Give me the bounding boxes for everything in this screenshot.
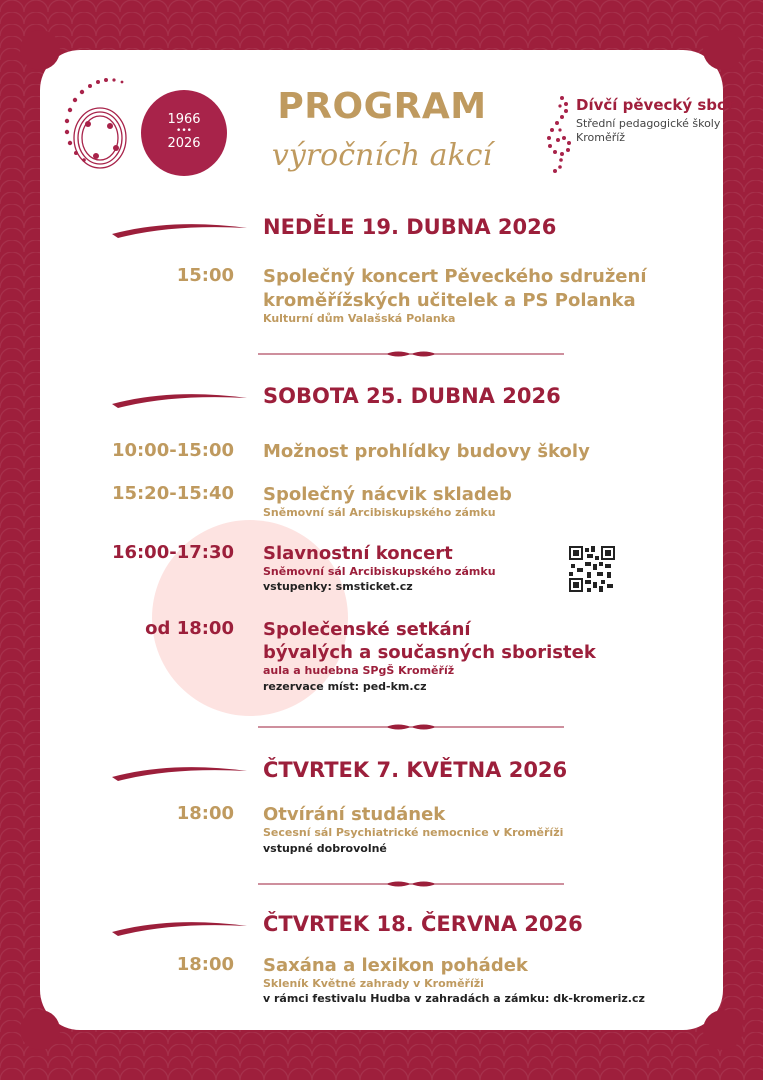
divider-ornament-icon (258, 722, 564, 732)
event-note: rezervace míst: ped-km.cz (263, 680, 427, 693)
years-start: 1966 (167, 112, 201, 127)
event-title: Společenské setkání (263, 619, 471, 640)
event-place: Secesní sál Psychiatrické nemocnice v Kroměříži (263, 826, 564, 839)
divider-ornament-icon (258, 879, 564, 889)
swoosh-ornament-icon (112, 220, 247, 240)
years-dots: ••• (176, 126, 192, 136)
event-place: Kulturní dům Valašská Polanka (263, 312, 456, 325)
event-time: 15:20-15:40 (111, 483, 234, 504)
event-place: Sněmovní sál Arcibiskupského zámku (263, 565, 496, 578)
page-title: PROGRAM (277, 86, 487, 127)
divider-ornament-icon (258, 349, 564, 359)
corner-notch (20, 1010, 60, 1050)
day-heading: ČTVRTEK 18. ČERVNA 2026 (263, 912, 583, 936)
event-time: od 18:00 (145, 618, 234, 639)
swoosh-ornament-icon (112, 390, 247, 410)
event-time: 10:00-15:00 (111, 440, 234, 461)
event-time: 18:00 (176, 803, 234, 824)
qr-code-icon[interactable] (569, 546, 615, 592)
event-title: Otvírání studánek (263, 804, 446, 825)
event-title: Saxána a lexikon pohádek (263, 955, 528, 976)
music-notes-logo-icon (60, 76, 140, 186)
choir-name: Dívčí pěvecký sbor (576, 96, 735, 114)
event-place: aula a hudebna SPgŠ Kroměříž (263, 664, 455, 677)
event-note: vstupenky: smsticket.cz (263, 580, 413, 593)
years-end: 2026 (167, 136, 201, 151)
event-time: 16:00-17:30 (111, 542, 234, 563)
choir-school (576, 117, 720, 145)
event-title-continued: kroměřížských učitelek a PS Polanka (263, 290, 636, 311)
years-badge (141, 90, 227, 176)
treble-clef-logo-icon (540, 92, 580, 176)
event-note: v rámci festivalu Hudba v zahradách a zámku: dk-kromeriz.cz (263, 992, 645, 1005)
event-title: Společný nácvik skladeb (263, 484, 512, 505)
event-note: vstupné dobrovolné (263, 842, 387, 855)
choir-school-line: Střední pedagogické školy (576, 117, 721, 130)
day-heading: SOBOTA 25. DUBNA 2026 (263, 384, 561, 408)
event-time: 15:00 (176, 265, 234, 286)
swoosh-ornament-icon (112, 918, 247, 938)
event-place: Sněmovní sál Arcibiskupského zámku (263, 506, 496, 519)
event-place: Skleník Květné zahrady v Kroměříži (263, 977, 484, 990)
page-subtitle: výročních akcí (271, 138, 493, 173)
event-title-continued: bývalých a současných sboristek (263, 642, 596, 663)
day-heading: NEDĚLE 19. DUBNA 2026 (263, 215, 557, 239)
event-title: Společný koncert Pěveckého sdružení (263, 266, 647, 287)
corner-notch (703, 1010, 743, 1050)
day-heading: ČTVRTEK 7. KVĚTNA 2026 (263, 758, 568, 782)
event-time: 18:00 (176, 954, 234, 975)
swoosh-ornament-icon (112, 763, 247, 783)
choir-school-city: Kroměříž (576, 131, 626, 144)
event-title: Možnost prohlídky budovy školy (263, 441, 590, 462)
event-title: Slavnostní koncert (263, 543, 453, 564)
